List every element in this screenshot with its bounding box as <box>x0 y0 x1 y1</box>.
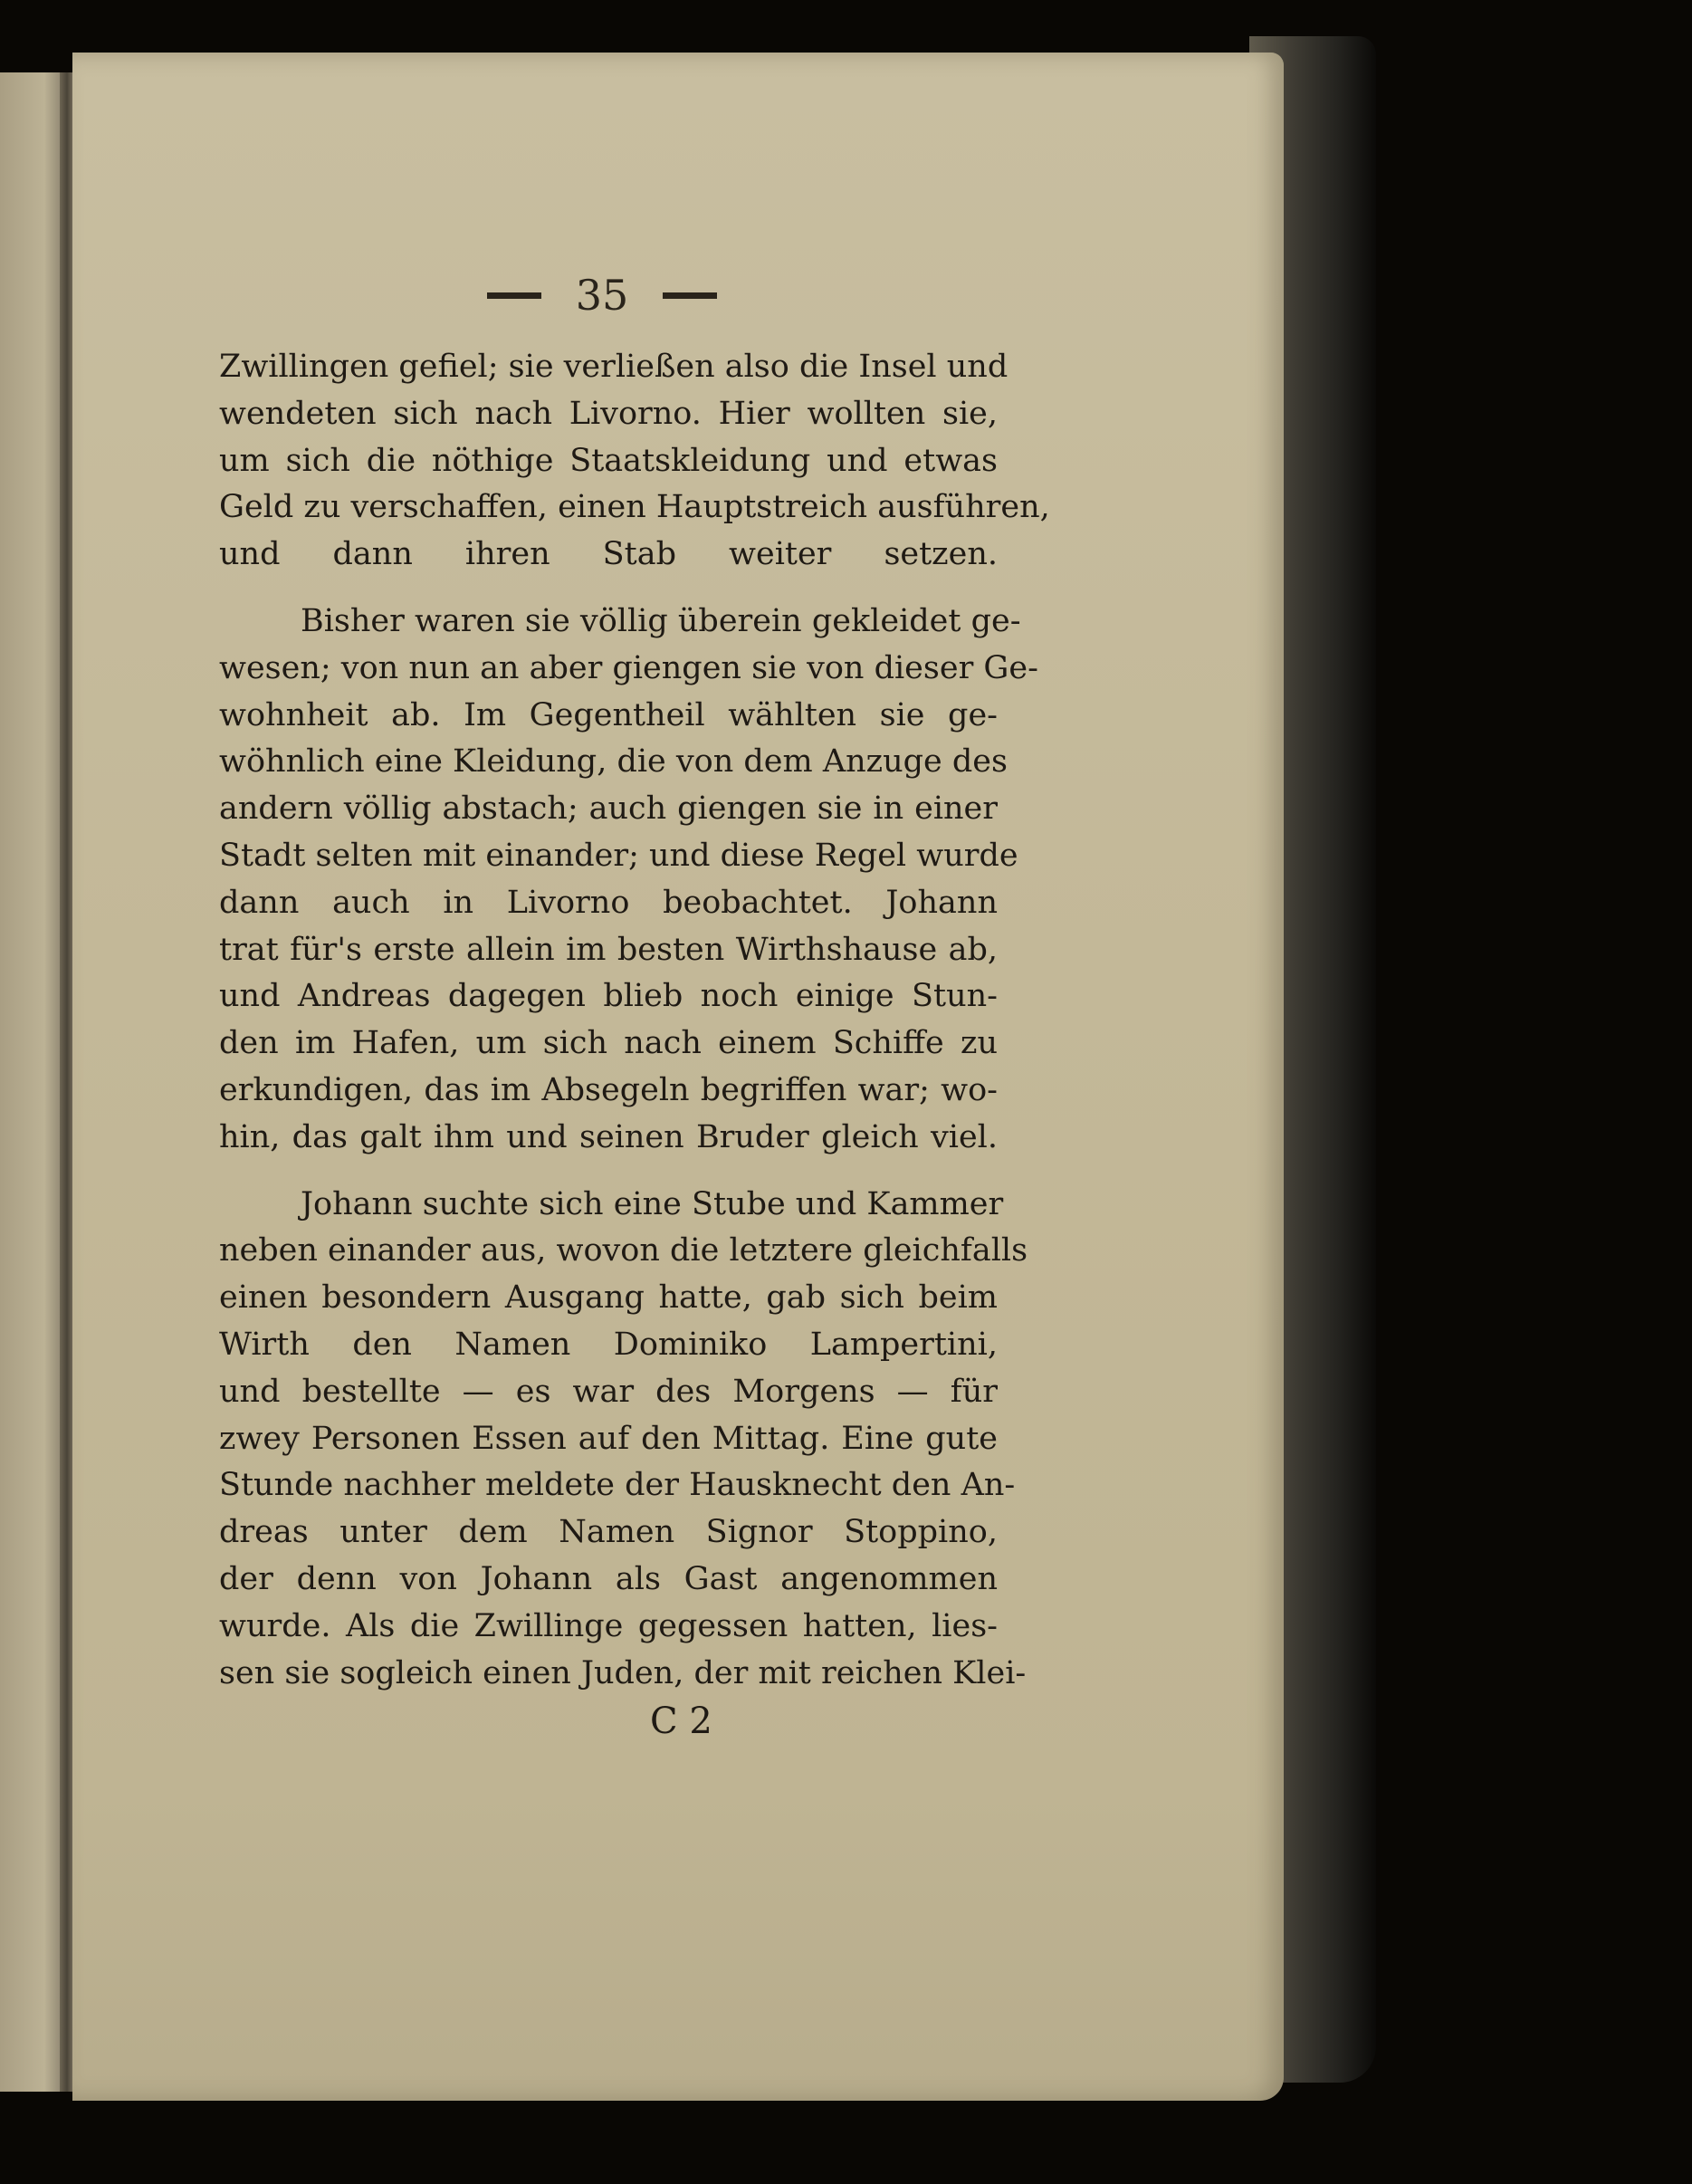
signature-mark: C 2 <box>650 1700 712 1742</box>
text-line: wurde. Als die Zwillinge gegessen hatten, lies- <box>219 1607 998 1644</box>
text-line: erkundigen, das im Absegeln begriffen war; wo- <box>219 1071 998 1108</box>
text-line: und dann ihren Stab weiter setzen. <box>219 536 998 573</box>
paragraph-2 <box>219 599 1038 1162</box>
text-line: der denn von Johann als Gast angenommen <box>219 1560 998 1597</box>
text-line: Stadt selten mit einander; und diese Regel wurde <box>219 837 1018 874</box>
text-line: Bisher waren sie völlig überein gekleidet ge- <box>301 602 1021 639</box>
text-line: dreas unter dem Namen Signor Stoppino, <box>219 1514 998 1551</box>
text-line: hin, das galt ihm und seinen Bruder gleich viel. <box>219 1118 998 1155</box>
text-line: Wirth den Namen Dominiko Lampertini, <box>219 1326 998 1363</box>
text-line: wohnheit ab. Im Gegentheil wählten sie ge- <box>219 696 998 733</box>
page-number: 35 <box>575 271 629 320</box>
text-line: neben einander aus, wovon die letztere gleichfalls <box>219 1232 1028 1269</box>
facing-page-edge <box>0 72 63 2092</box>
text-line: um sich die nöthige Staatskleidung und etwas <box>219 442 998 479</box>
dash-left <box>487 292 541 299</box>
text-line: dann auch in Livorno beobachtet. Johann <box>219 884 998 921</box>
text-line: Stunde nachher meldete der Hausknecht den An- <box>219 1467 1016 1504</box>
text-line: wesen; von nun an aber giengen sie von dieser Ge- <box>219 649 1038 686</box>
text-line: Johann suchte sich eine Stube und Kammer <box>301 1185 1004 1222</box>
text-line: einen besondern Ausgang hatte, gab sich beim <box>219 1279 998 1317</box>
running-head <box>453 268 751 322</box>
text-line: wöhnlich eine Kleidung, die von dem Anzuge des <box>219 743 1008 781</box>
text-line: andern völlig abstach; auch giengen sie in einer <box>219 790 998 828</box>
paragraph-1 <box>219 344 1050 579</box>
text-line: und bestellte — es war des Morgens — für <box>219 1373 998 1410</box>
text-line: sen sie sogleich einen Juden, der mit reichen Klei- <box>219 1654 1027 1691</box>
text-line: wendeten sich nach Livorno. Hier wollten sie, <box>219 395 998 432</box>
text-line: und Andreas dagegen blieb noch einige Stun- <box>219 978 998 1015</box>
body-text <box>219 344 1050 1697</box>
text-line: Geld zu verschaffen, einen Hauptstreich ausführen, <box>219 489 1050 526</box>
text-line: Zwillingen gefiel; sie verließen also die Insel und <box>219 349 1009 385</box>
text-line: zwey Personen Essen auf den Mittag. Eine gute <box>219 1420 998 1457</box>
dash-right <box>663 292 717 299</box>
text-line: den im Hafen, um sich nach einem Schiffe zu <box>219 1025 998 1062</box>
paragraph-3 <box>219 1182 1028 1698</box>
text-line: trat für's erste allein im besten Wirthshause ab, <box>219 931 998 968</box>
